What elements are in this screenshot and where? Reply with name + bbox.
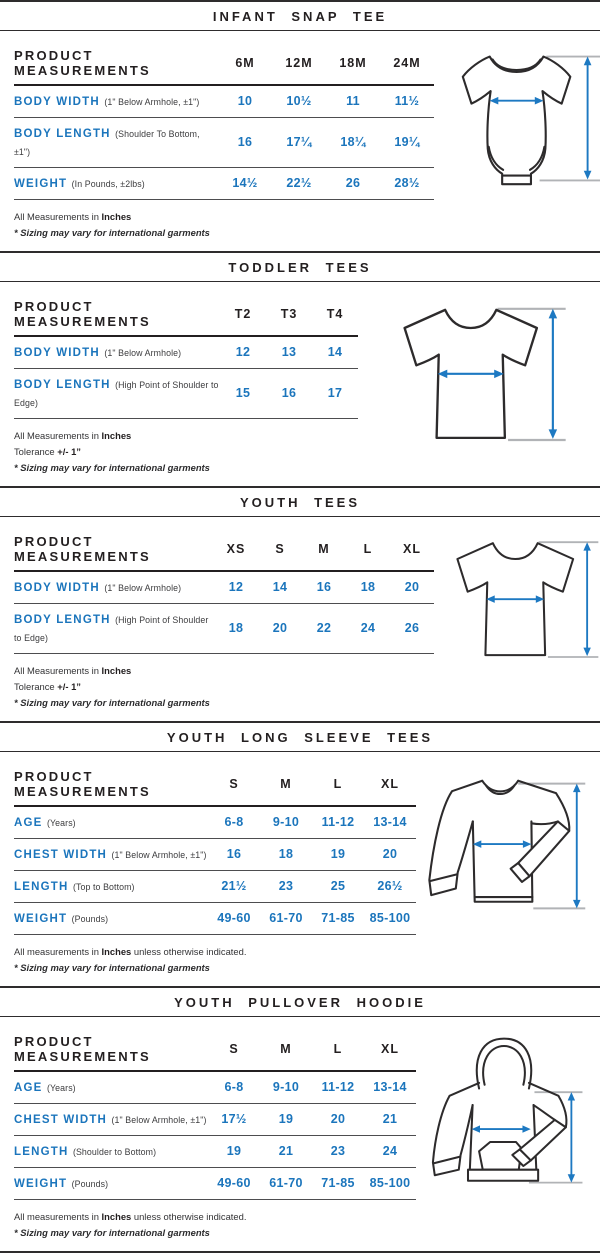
value-cell: 28½: [380, 168, 434, 200]
longsleeve-right-underarm: [531, 821, 557, 824]
size-col-header: T3: [266, 296, 312, 336]
value-cell: 10½: [272, 85, 326, 118]
row-note: (Years): [46, 1082, 76, 1093]
row-note: (1" Below Armhole): [104, 347, 182, 358]
table-row: [14, 603, 434, 653]
table-column: [14, 531, 434, 711]
onesie-figure: [434, 45, 600, 191]
value-cell: 15: [220, 368, 266, 418]
value-cell: 18¼: [326, 118, 380, 168]
section-toddler-tees: [0, 251, 600, 486]
value-cell: 24: [364, 1135, 416, 1167]
value-cell: 9-10: [260, 1071, 312, 1104]
section-body: [0, 1017, 600, 1251]
size-col-header: 6M: [218, 45, 272, 85]
section-body: [0, 517, 600, 721]
note-tolerance: Tolerance +/- 1”: [14, 445, 81, 457]
figure-column: [416, 1031, 592, 1193]
size-col-header: S: [258, 531, 302, 571]
row-note: (1" Below Armhole, ±1"): [104, 97, 200, 107]
table-row: [14, 85, 434, 118]
value-cell: 19¼: [380, 118, 434, 168]
measurements-table: [14, 45, 434, 200]
size-col-header: XS: [214, 531, 258, 571]
table-header-row: [14, 1031, 416, 1071]
table-column: [14, 766, 416, 976]
row-note: (High Point of Shoulder to Edge): [14, 379, 219, 408]
longsleeve-forearm: [518, 821, 569, 876]
value-cell: 13-14: [364, 1071, 416, 1104]
size-col-header: T4: [312, 296, 358, 336]
value-cell: 16: [218, 118, 272, 168]
value-cell: 49-60: [208, 1167, 260, 1199]
value-cell: 14½: [218, 168, 272, 200]
value-cell: 26½: [364, 870, 416, 902]
value-cell: 19: [312, 838, 364, 870]
row-note: (Top to Bottom): [72, 881, 135, 892]
row-label: BODY LENGTH: [14, 613, 111, 626]
longsleeve-figure: [418, 766, 590, 926]
value-cell: 61-70: [260, 1167, 312, 1199]
tshirt-figure: [434, 531, 600, 671]
value-cell: 17¼: [272, 118, 326, 168]
table-row: [14, 1167, 416, 1199]
row-label: AGE: [14, 816, 43, 829]
figure-column: [416, 766, 592, 926]
value-cell: 12: [220, 336, 266, 369]
value-cell: 23: [260, 870, 312, 902]
value-cell: 6-8: [208, 806, 260, 839]
hoodie-left-cuff: [434, 1157, 460, 1163]
value-cell: 20: [364, 838, 416, 870]
note-measurements: All Measurements in Inches: [14, 211, 132, 222]
section-infant-snap-tee: [0, 0, 600, 251]
section-title: INFANT SNAP TEE: [212, 9, 388, 24]
row-label: AGE: [14, 1081, 43, 1094]
table-row: [14, 806, 416, 839]
footnotes: [14, 944, 416, 976]
value-cell: 17½: [208, 1103, 260, 1135]
value-cell: 25: [312, 870, 364, 902]
table-row: [14, 118, 434, 168]
value-cell: 16: [208, 838, 260, 870]
row-label: BODY WIDTH: [14, 581, 100, 594]
hoodie-hem-band: [468, 1170, 538, 1181]
note-measurements: All Measurements in Inches: [14, 664, 132, 676]
onesie-outline: [463, 57, 571, 185]
value-cell: 6-8: [208, 1071, 260, 1104]
value-cell: 49-60: [208, 902, 260, 934]
value-cell: 71-85: [312, 1167, 364, 1199]
row-label: BODY WIDTH: [14, 346, 100, 359]
value-cell: 19: [208, 1135, 260, 1167]
table-row: [14, 1103, 416, 1135]
note-measurements: All measurements in Inches unless otherwise indicated.: [14, 945, 247, 957]
size-col-header: 24M: [380, 45, 434, 85]
row-label: BODY LENGTH: [14, 128, 111, 140]
row-label: CHEST WIDTH: [14, 1113, 108, 1126]
size-col-header: T2: [220, 296, 266, 336]
table-header-label: PRODUCT MEASUREMENTS: [14, 45, 218, 85]
value-cell: 19: [260, 1103, 312, 1135]
note-sizing: * Sizing may vary for international garments: [14, 461, 210, 473]
figure-column: [434, 45, 600, 191]
hoodie-right-underarm: [534, 1105, 555, 1120]
table-column: [14, 1031, 416, 1241]
value-cell: 10: [218, 85, 272, 118]
size-col-header: 18M: [326, 45, 380, 85]
measurements-table: [14, 766, 416, 935]
section-body: [0, 31, 600, 251]
row-note: (Shoulder To Bottom, ±1"): [14, 129, 200, 157]
row-note: (Years): [46, 817, 76, 828]
row-note: (In Pounds, ±2lbs): [71, 179, 145, 189]
value-cell: 85-100: [364, 902, 416, 934]
size-col-header: XL: [390, 531, 434, 571]
value-cell: 61-70: [260, 902, 312, 934]
measurements-table: [14, 1031, 416, 1200]
value-cell: 20: [312, 1103, 364, 1135]
figure-column: [434, 531, 600, 671]
longsleeve-collar-inner: [486, 785, 514, 794]
section-body: [0, 282, 600, 486]
value-cell: 9-10: [260, 806, 312, 839]
table-header-label: PRODUCT MEASUREMENTS: [14, 1031, 208, 1071]
value-cell: 14: [258, 571, 302, 604]
value-cell: 71-85: [312, 902, 364, 934]
value-cell: 18: [346, 571, 390, 604]
hoodie-figure: [420, 1031, 588, 1193]
footnotes: [14, 663, 434, 711]
value-cell: 12: [214, 571, 258, 604]
table-row: [14, 168, 434, 200]
table-row: [14, 336, 358, 369]
row-label: CHEST WIDTH: [14, 848, 108, 861]
section-youth-pullover-hoodie: [0, 986, 600, 1251]
section-youth-long-sleeve-tees: [0, 721, 600, 986]
row-note: (Shoulder to Bottom): [72, 1146, 157, 1157]
note-sizing: * Sizing may vary for international garments: [14, 226, 210, 238]
row-note: (1" Below Armhole, ±1"): [111, 849, 207, 860]
footnotes: [14, 1209, 416, 1241]
figure-column: [358, 296, 592, 456]
tshirt-figure: [377, 296, 573, 456]
table-header-row: [14, 45, 434, 85]
table-row: [14, 1135, 416, 1167]
hoodie-hood-inner: [483, 1046, 525, 1085]
row-note: (1" Below Armhole): [104, 582, 182, 593]
table-header-row: [14, 296, 358, 336]
measurements-table: [14, 531, 434, 654]
row-note: (Pounds): [71, 913, 109, 924]
hoodie-forearm: [520, 1120, 566, 1161]
value-cell: 11: [326, 85, 380, 118]
size-col-header: S: [208, 766, 260, 806]
row-label: WEIGHT: [14, 178, 68, 190]
section-title: YOUTH PULLOVER HOODIE: [174, 994, 426, 1010]
table-header-label: PRODUCT MEASUREMENTS: [14, 766, 208, 806]
size-col-header: M: [260, 766, 312, 806]
value-cell: 11-12: [312, 806, 364, 839]
measurements-table: [14, 296, 358, 419]
value-cell: 26: [390, 603, 434, 653]
value-cell: 26: [326, 168, 380, 200]
value-cell: 21: [260, 1135, 312, 1167]
section-title: YOUTH LONG SLEEVE TEES: [166, 729, 434, 745]
footnotes: [14, 428, 358, 476]
table-header-row: [14, 766, 416, 806]
value-cell: 22: [302, 603, 346, 653]
longsleeve-left-cuff: [430, 874, 456, 881]
size-col-header: S: [208, 1031, 260, 1071]
value-cell: 85-100: [364, 1167, 416, 1199]
row-label: LENGTH: [14, 880, 69, 893]
size-col-header: L: [346, 531, 390, 571]
value-cell: 21: [364, 1103, 416, 1135]
table-column: [14, 296, 358, 476]
value-cell: 20: [390, 571, 434, 604]
value-cell: 11-12: [312, 1071, 364, 1104]
row-note: (Pounds): [71, 1178, 109, 1189]
size-col-header: 12M: [272, 45, 326, 85]
size-col-header: L: [312, 766, 364, 806]
section-title: TODDLER TEES: [228, 259, 372, 275]
value-cell: 17: [312, 368, 358, 418]
footnotes: [14, 209, 434, 241]
row-note: (High Point of Shoulder to Edge): [14, 614, 209, 643]
table-row: [14, 870, 416, 902]
table-row: [14, 1071, 416, 1104]
note-sizing: * Sizing may vary for international garments: [14, 1226, 210, 1238]
row-note: (1" Below Armhole, ±1"): [111, 1114, 207, 1125]
note-measurements: All Measurements in Inches: [14, 429, 132, 441]
size-col-header: XL: [364, 766, 416, 806]
note-sizing: * Sizing may vary for international garments: [14, 961, 210, 973]
value-cell: 18: [214, 603, 258, 653]
table-header-label: PRODUCT MEASUREMENTS: [14, 296, 220, 336]
value-cell: 23: [312, 1135, 364, 1167]
value-cell: 11½: [380, 85, 434, 118]
value-cell: 21½: [208, 870, 260, 902]
table-row: [14, 838, 416, 870]
table-header-row: [14, 531, 434, 571]
size-col-header: M: [260, 1031, 312, 1071]
size-col-header: M: [302, 531, 346, 571]
value-cell: 14: [312, 336, 358, 369]
value-cell: 13: [266, 336, 312, 369]
table-header-label: PRODUCT MEASUREMENTS: [14, 531, 214, 571]
value-cell: 16: [302, 571, 346, 604]
row-label: BODY LENGTH: [14, 378, 111, 391]
row-label: WEIGHT: [14, 912, 68, 925]
value-cell: 13-14: [364, 806, 416, 839]
row-label: BODY WIDTH: [14, 96, 100, 108]
table-row: [14, 571, 434, 604]
row-label: LENGTH: [14, 1145, 69, 1158]
section-title: YOUTH TEES: [239, 494, 361, 510]
note-sizing: * Sizing may vary for international garments: [14, 696, 210, 708]
value-cell: 22½: [272, 168, 326, 200]
size-col-header: XL: [364, 1031, 416, 1071]
note-tolerance: Tolerance +/- 1”: [14, 680, 81, 692]
row-label: WEIGHT: [14, 1177, 68, 1190]
table-row: [14, 902, 416, 934]
value-cell: 24: [346, 603, 390, 653]
table-row: [14, 368, 358, 418]
value-cell: 16: [266, 368, 312, 418]
value-cell: 20: [258, 603, 302, 653]
size-col-header: L: [312, 1031, 364, 1071]
note-measurements: All measurements in Inches unless otherwise indicated.: [14, 1210, 247, 1222]
section-youth-tees: [0, 486, 600, 721]
section-body: [0, 752, 600, 986]
table-column: [14, 45, 434, 241]
value-cell: 18: [260, 838, 312, 870]
